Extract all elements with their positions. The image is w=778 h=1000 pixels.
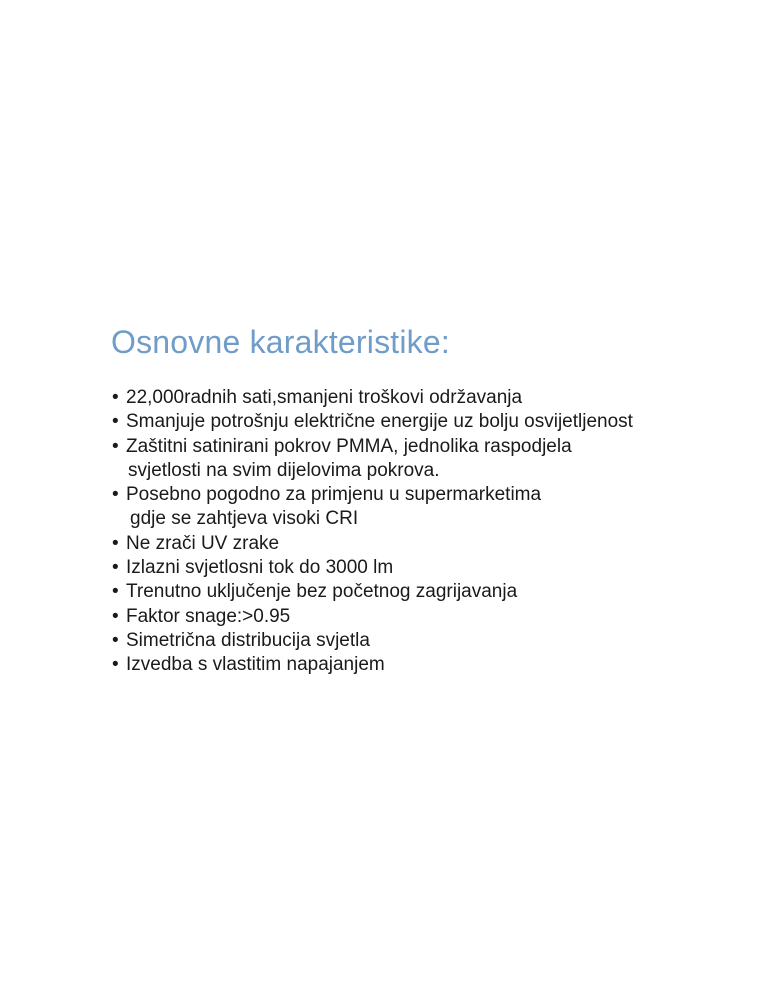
feature-text: Trenutno uključenje bez početnog zagrijavanja	[126, 581, 518, 603]
feature-text: Simetrična distribucija svjetla	[126, 629, 370, 651]
features-section	[111, 322, 771, 678]
bullet-icon: •	[112, 557, 119, 579]
feature-list	[111, 386, 771, 678]
feature-item	[111, 580, 771, 604]
feature-text: Faktor snage:>0.95	[126, 605, 291, 627]
feature-item	[111, 386, 771, 410]
feature-text: Zaštitni satinirani pokrov PMMA, jednolika raspodjela	[126, 435, 572, 457]
bullet-icon: •	[112, 387, 119, 408]
feature-item	[111, 532, 771, 556]
bullet-icon: •	[112, 435, 119, 457]
section-heading: Osnovne karakteristike:	[111, 324, 450, 360]
bullet-icon: •	[112, 484, 119, 506]
feature-text: Ne zrači UV zrake	[126, 532, 280, 554]
feature-text-continued: gdje se zahtjeva visoki CRI	[130, 508, 359, 530]
feature-item	[111, 629, 771, 653]
feature-text: Posebno pogodno za primjenu u supermarketima	[126, 484, 542, 506]
bullet-icon: •	[112, 605, 119, 627]
feature-text: Smanjuje potrošnju električne energije uz bolju osvijetljenost	[126, 411, 633, 433]
bullet-icon: •	[112, 411, 119, 433]
feature-text: Izvedba s vlastitim napajanjem	[126, 654, 385, 676]
bullet-icon: •	[112, 629, 119, 651]
bullet-icon: •	[112, 654, 119, 676]
feature-item	[111, 410, 771, 434]
feature-item	[111, 483, 771, 532]
bullet-icon: •	[112, 532, 119, 554]
feature-item	[111, 605, 771, 629]
feature-text-continued: svjetlosti na svim dijelovima pokrova.	[128, 459, 440, 481]
feature-item	[111, 435, 771, 484]
feature-text: Izlazni svjetlosni tok do 3000 lm	[126, 557, 394, 579]
feature-text: 22,000radnih sati,smanjeni troškovi održavanja	[126, 387, 523, 408]
bullet-icon: •	[112, 581, 119, 603]
feature-item	[111, 556, 771, 580]
feature-item	[111, 653, 771, 677]
